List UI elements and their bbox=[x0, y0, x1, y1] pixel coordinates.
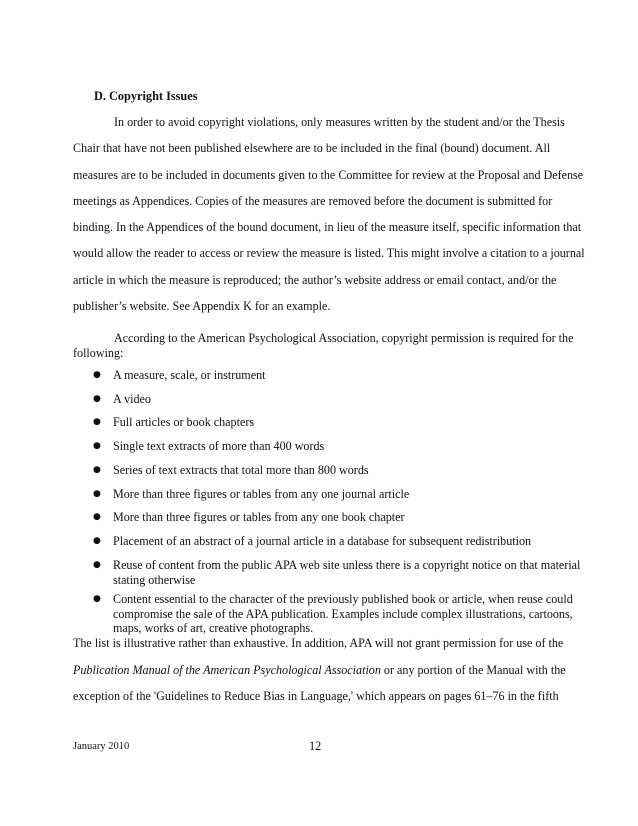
bullet-text: Content essential to the character of the previously published book or article, when reuse could bbox=[113, 592, 573, 606]
bullet-icon: ● bbox=[93, 394, 101, 404]
bullet-icon: ● bbox=[93, 536, 101, 546]
paragraph-line: According to the American Psychological Association, copyright permission is required for the bbox=[114, 331, 574, 345]
paragraph-line: The list is illustrative rather than exhaustive. In addition, APA will not grant permission for use of the bbox=[73, 636, 564, 650]
bullet-icon: ● bbox=[93, 370, 101, 380]
bullet-text: Full articles or book chapters bbox=[113, 415, 255, 429]
bullet-icon: ● bbox=[93, 560, 101, 570]
bullet-text: stating otherwise bbox=[113, 572, 196, 587]
bullet-text: Series of text extracts that total more than 800 words bbox=[113, 463, 369, 477]
paragraph-apa-permission bbox=[73, 331, 574, 361]
paragraph-line: article in which the measure is reproduced; the author’s website address or email contact, and/or the bbox=[73, 272, 557, 287]
publication-title: Publication Manual of the American Psychological Association bbox=[73, 662, 381, 677]
bullet-icon: ● bbox=[93, 465, 101, 475]
bullet-text: Single text extracts of more than 400 words bbox=[113, 439, 325, 453]
paragraph-line: following: bbox=[73, 346, 124, 360]
paragraph-line-rest: or any portion of the Manual with the bbox=[380, 662, 566, 677]
bullet-icon: ● bbox=[93, 489, 101, 499]
paragraph-copyright-intro bbox=[73, 115, 585, 325]
page-number: 12 bbox=[309, 739, 322, 753]
bullet-text: maps, works of art, creative photographs. bbox=[113, 621, 314, 636]
bullet-text: More than three figures or tables from any one book chapter bbox=[113, 510, 405, 524]
bullet-text: A measure, scale, or instrument bbox=[113, 368, 266, 382]
paragraph-line: meetings as Appendices. Copies of the measures are removed before the document is submitted for bbox=[73, 193, 553, 208]
footer-date: January 2010 bbox=[73, 741, 130, 752]
bullet-icon: ● bbox=[93, 441, 101, 451]
section-heading: D. Copyright Issues bbox=[94, 89, 198, 103]
paragraph-line: Chair that have not been published elsewhere are to be included in the final (bound) document. All bbox=[73, 141, 551, 156]
bullet-text: Placement of an abstract of a journal article in a database for subsequent redistribution bbox=[113, 534, 532, 548]
bullet-text: More than three figures or tables from any one journal article bbox=[113, 487, 410, 501]
paragraph-line bbox=[73, 663, 568, 690]
paragraph-list-note bbox=[73, 636, 568, 716]
paragraph-line: binding. In the Appendices of the bound document, in lieu of the measure itself, specific information that bbox=[73, 220, 582, 235]
bullet-icon: ● bbox=[93, 594, 101, 604]
paragraph-line: In order to avoid copyright violations, only measures written by the student and/or the Thesis bbox=[114, 115, 565, 129]
bullet-icon: ● bbox=[93, 417, 101, 427]
paragraph-line: publisher’s website. See Appendix K for an example. bbox=[73, 299, 331, 314]
bullet-text: Reuse of content from the public APA web site unless there is a copyright notice on that material bbox=[113, 558, 581, 572]
paragraph-line: exception of the 'Guidelines to Reduce Bias in Language,' which appears on pages 61–76 in the fifth bbox=[73, 689, 559, 704]
bullet-text: compromise the sale of the APA publication. Examples include complex illustrations, cartoons, bbox=[113, 606, 573, 621]
paragraph-line: would allow the reader to access or review the measure is listed. This might involve a citation to a journal bbox=[73, 246, 585, 261]
bullet-text: A video bbox=[113, 392, 151, 406]
bullet-icon: ● bbox=[93, 512, 101, 522]
paragraph-line: measures are to be included in documents given to the Committee for review at the Proposal and Defense bbox=[73, 167, 584, 182]
